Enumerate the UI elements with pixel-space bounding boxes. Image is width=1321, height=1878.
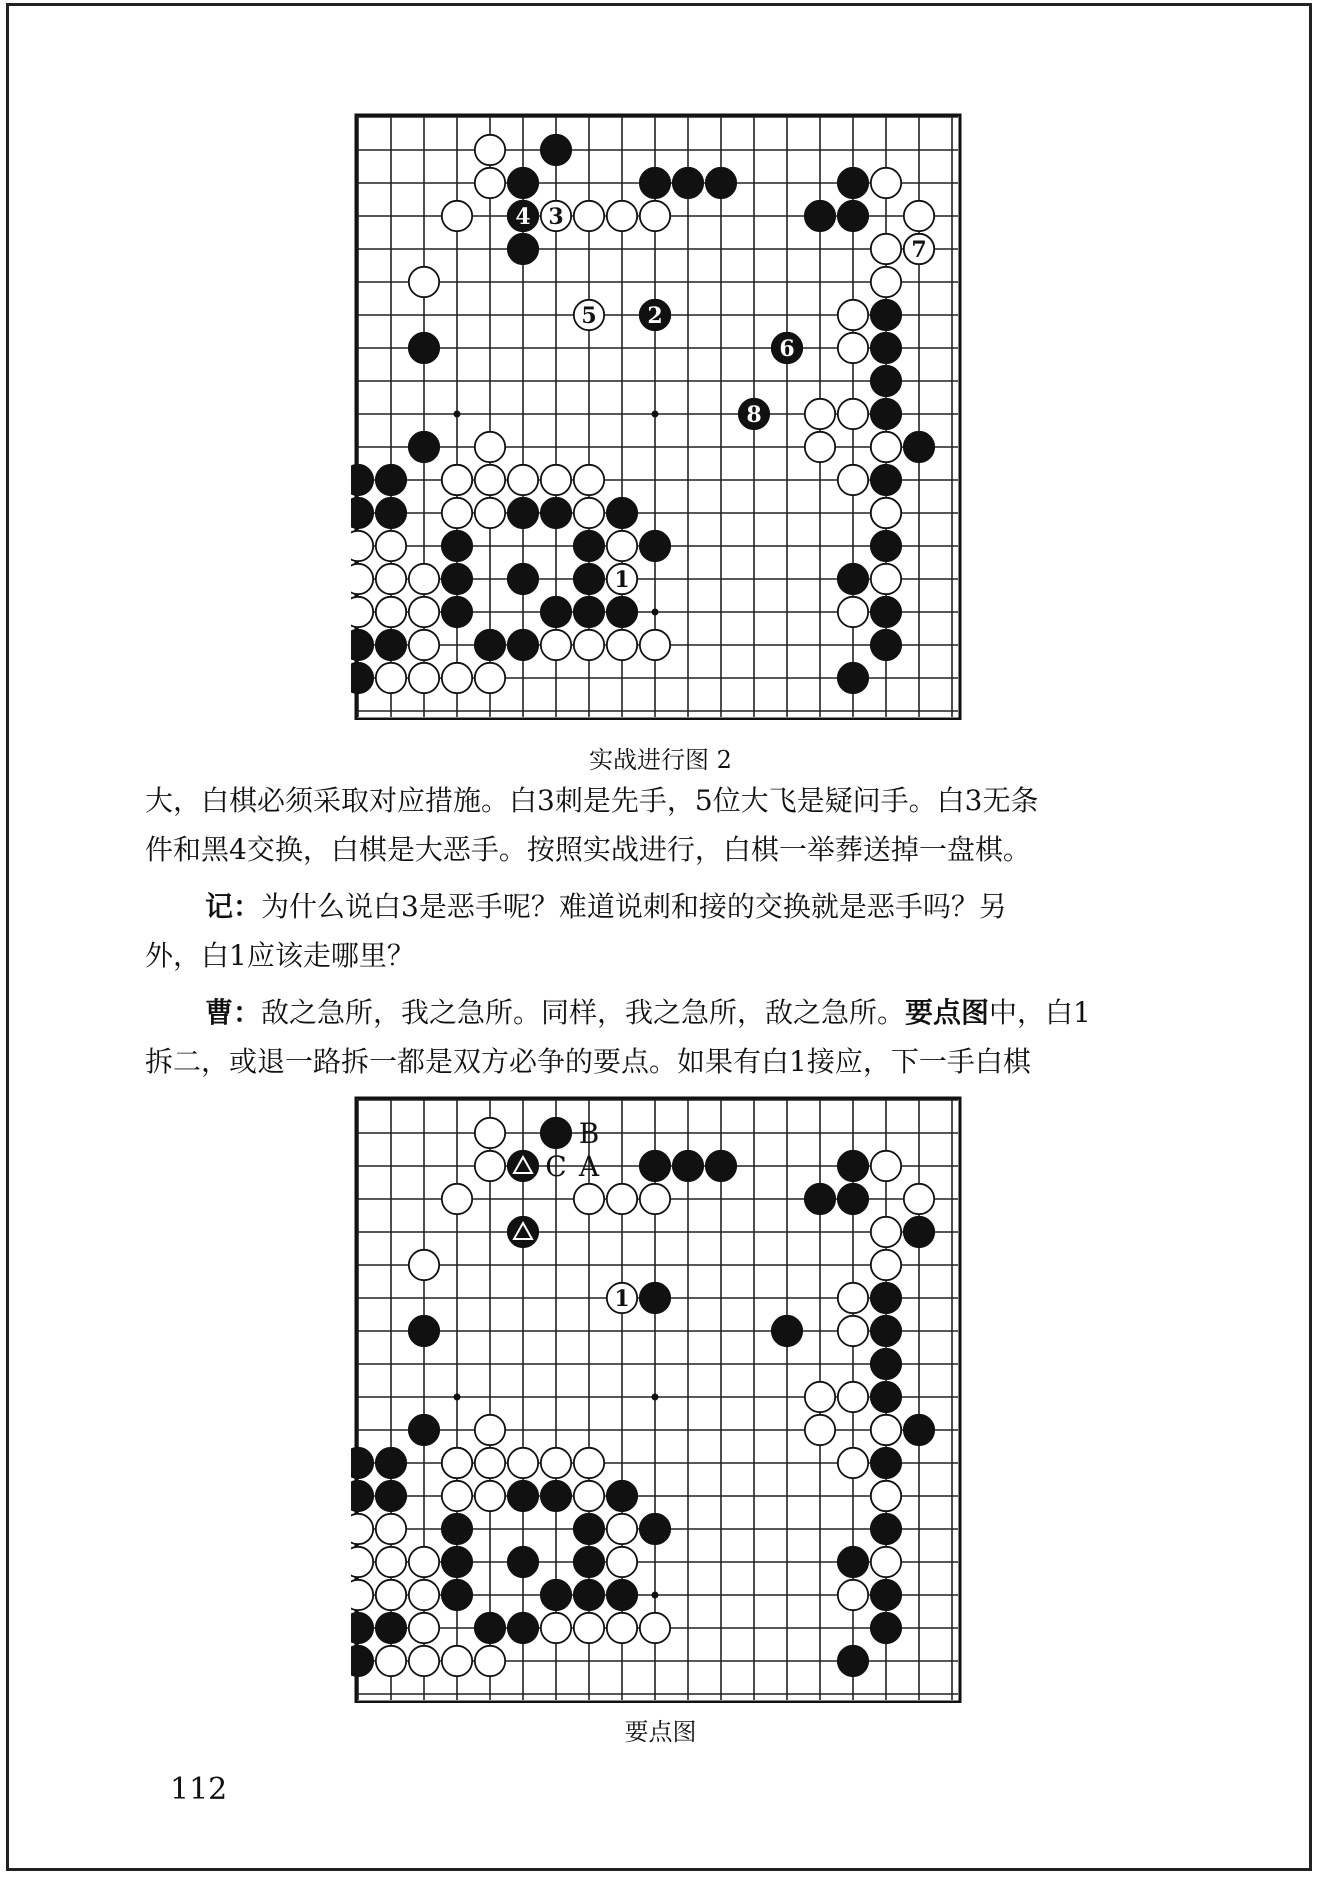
white-stone (805, 432, 835, 462)
white-stone (475, 168, 505, 198)
white-stone (351, 1547, 373, 1577)
white-stone (607, 1514, 637, 1544)
black-stone (351, 1481, 373, 1511)
white-stone (475, 1481, 505, 1511)
white-stone (805, 1382, 835, 1412)
black-stone (640, 168, 670, 198)
move-number: 8 (746, 402, 762, 428)
white-stone (838, 1283, 868, 1313)
white-stone (574, 465, 604, 495)
point-label: B (578, 1117, 600, 1150)
black-stone (871, 1382, 901, 1412)
white-stone (805, 399, 835, 429)
black-stone (607, 597, 637, 627)
black-stone (607, 1580, 637, 1610)
paragraph-line: 拆二，或退一路拆一都是双方必争的要点。如果有白1接应，下一手白棋 (145, 1045, 1031, 1078)
black-stone (838, 1184, 868, 1214)
white-stone (574, 498, 604, 528)
black-stone (871, 366, 901, 396)
black-stone (351, 1613, 373, 1643)
black-stone (904, 1415, 934, 1445)
white-stone (838, 1316, 868, 1346)
point-label: C (545, 1150, 567, 1183)
move-number: 6 (779, 336, 795, 362)
black-stone (673, 168, 703, 198)
black-stone (871, 300, 901, 330)
page-number: 112 (170, 1772, 228, 1807)
black-stone (838, 1547, 868, 1577)
black-stone (871, 399, 901, 429)
white-stone (838, 300, 868, 330)
black-stone (442, 597, 472, 627)
white-stone (607, 1547, 637, 1577)
black-stone (508, 234, 538, 264)
white-stone (838, 1382, 868, 1412)
white-stone (871, 432, 901, 462)
white-stone (442, 1448, 472, 1478)
white-stone (409, 1613, 439, 1643)
black-stone (805, 201, 835, 231)
black-stone (871, 597, 901, 627)
black-stone (508, 1481, 538, 1511)
black-stone (351, 663, 373, 693)
black-stone (871, 1448, 901, 1478)
white-stone (574, 1448, 604, 1478)
point-label: A (578, 1150, 600, 1183)
white-stone (442, 498, 472, 528)
white-stone (508, 1448, 538, 1478)
white-stone (442, 1184, 472, 1214)
black-stone (871, 630, 901, 660)
black-stone (574, 531, 604, 561)
black-stone (351, 498, 373, 528)
white-stone (442, 663, 472, 693)
black-stone (574, 1580, 604, 1610)
white-stone (376, 1547, 406, 1577)
white-stone (409, 663, 439, 693)
black-stone (673, 1151, 703, 1181)
white-stone (607, 1613, 637, 1643)
line-text: 敌之急所，我之急所。同样，我之急所，敌之急所。 (261, 996, 906, 1029)
star-point (652, 411, 659, 418)
white-stone (838, 597, 868, 627)
white-stone (442, 1481, 472, 1511)
black-stone (574, 597, 604, 627)
move-number: 1 (614, 567, 630, 593)
white-stone (409, 597, 439, 627)
black-stone (508, 498, 538, 528)
black-stone (351, 1448, 373, 1478)
white-stone (475, 135, 505, 165)
black-stone (574, 564, 604, 594)
black-stone (351, 630, 373, 660)
white-stone (409, 630, 439, 660)
white-stone (475, 498, 505, 528)
black-stone (574, 1547, 604, 1577)
black-stone (541, 1118, 571, 1148)
paragraph-line: 件和黑4交换，白棋是大恶手。按照实战进行，白棋一举葬送掉一盘棋。 (145, 833, 1031, 866)
white-stone (442, 465, 472, 495)
black-stone (376, 498, 406, 528)
black-stone (442, 1547, 472, 1577)
black-stone (640, 1514, 670, 1544)
white-stone (838, 1580, 868, 1610)
black-stone (805, 1184, 835, 1214)
black-stone (871, 1613, 901, 1643)
white-stone (376, 1514, 406, 1544)
white-stone (475, 1448, 505, 1478)
black-stone (838, 201, 868, 231)
black-stone (541, 1580, 571, 1610)
black-stone (409, 432, 439, 462)
white-stone (838, 1448, 868, 1478)
black-stone (871, 1283, 901, 1313)
white-stone (475, 465, 505, 495)
black-stone (838, 1646, 868, 1676)
black-stone (442, 1580, 472, 1610)
paragraph-line (205, 988, 1220, 1037)
white-stone (541, 630, 571, 660)
black-stone (871, 1514, 901, 1544)
white-stone (607, 531, 637, 561)
black-stone (376, 1448, 406, 1478)
black-stone (772, 1316, 802, 1346)
white-stone (376, 531, 406, 561)
black-stone (376, 630, 406, 660)
white-stone (871, 1481, 901, 1511)
white-stone (574, 1481, 604, 1511)
white-stone (574, 1184, 604, 1214)
white-stone (376, 1580, 406, 1610)
white-stone (541, 1613, 571, 1643)
black-stone (838, 1151, 868, 1181)
black-stone (475, 630, 505, 660)
white-stone (351, 1514, 373, 1544)
white-stone (409, 1580, 439, 1610)
white-stone (640, 201, 670, 231)
black-stone (706, 1151, 736, 1181)
white-stone (904, 201, 934, 231)
black-stone (838, 168, 868, 198)
white-stone (574, 201, 604, 231)
star-point (652, 609, 659, 616)
white-stone (409, 267, 439, 297)
white-stone (871, 1415, 901, 1445)
black-stone (541, 597, 571, 627)
move-number: 2 (647, 303, 663, 329)
white-stone (838, 333, 868, 363)
go-board-actual-game (351, 110, 976, 720)
speaker-label: 记： (205, 890, 262, 923)
black-stone (409, 1415, 439, 1445)
move-number: 4 (515, 204, 531, 230)
line-text: 为什么说白3是恶手呢？难道说刺和接的交换就是恶手吗？另 (261, 890, 1007, 923)
white-stone (376, 1646, 406, 1676)
white-stone (640, 630, 670, 660)
white-stone (541, 465, 571, 495)
bold-reference: 要点图 (905, 996, 990, 1029)
white-stone (409, 564, 439, 594)
black-stone (607, 1481, 637, 1511)
black-stone (376, 1613, 406, 1643)
star-point (454, 1394, 461, 1401)
black-stone (607, 498, 637, 528)
white-stone (640, 1184, 670, 1214)
white-stone (904, 1184, 934, 1214)
white-stone (574, 1613, 604, 1643)
black-stone (838, 564, 868, 594)
paragraph-line: 外，白1应该走哪里？ (145, 939, 415, 972)
black-stone (442, 564, 472, 594)
black-stone (640, 1283, 670, 1313)
black-stone (541, 1481, 571, 1511)
white-stone (871, 1547, 901, 1577)
black-stone (871, 1580, 901, 1610)
black-stone (541, 498, 571, 528)
white-stone (351, 1580, 373, 1610)
white-stone (871, 1151, 901, 1181)
black-stone (871, 531, 901, 561)
black-stone (871, 465, 901, 495)
black-stone (409, 1316, 439, 1346)
black-stone (475, 1613, 505, 1643)
white-stone (351, 597, 373, 627)
white-stone (607, 1184, 637, 1214)
go-board-key-points (351, 1093, 976, 1703)
star-point (652, 1394, 659, 1401)
white-stone (409, 1250, 439, 1280)
black-stone (640, 531, 670, 561)
white-stone (838, 399, 868, 429)
black-stone (508, 168, 538, 198)
white-stone (409, 1646, 439, 1676)
paragraph-line: 大，白棋必须采取对应措施。白3刺是先手，5位大飞是疑问手。白3无条 (145, 784, 1039, 817)
white-stone (442, 1646, 472, 1676)
white-stone (508, 465, 538, 495)
black-stone (508, 564, 538, 594)
black-stone (442, 1514, 472, 1544)
black-stone (838, 663, 868, 693)
board1-caption: 实战进行图 2 (589, 746, 732, 774)
star-point (652, 1592, 659, 1599)
white-stone (475, 1118, 505, 1148)
paragraph-line (205, 882, 1220, 931)
black-stone (409, 333, 439, 363)
black-stone (706, 168, 736, 198)
white-stone (376, 564, 406, 594)
white-stone (607, 201, 637, 231)
white-stone (871, 1250, 901, 1280)
star-point (454, 411, 461, 418)
white-stone (574, 630, 604, 660)
white-stone (351, 564, 373, 594)
white-stone (871, 498, 901, 528)
black-stone (904, 432, 934, 462)
black-stone (508, 630, 538, 660)
move-number: 5 (581, 303, 597, 329)
black-stone (871, 1349, 901, 1379)
black-stone (376, 465, 406, 495)
white-stone (640, 1613, 670, 1643)
white-stone (409, 1547, 439, 1577)
black-stone (376, 1481, 406, 1511)
white-stone (838, 465, 868, 495)
move-number: 1 (614, 1286, 630, 1312)
white-stone (871, 168, 901, 198)
white-stone (475, 1151, 505, 1181)
white-stone (805, 1415, 835, 1445)
white-stone (541, 1448, 571, 1478)
black-stone (508, 1547, 538, 1577)
line-text: 中，白1 (989, 996, 1091, 1029)
white-stone (871, 234, 901, 264)
board2-caption: 要点图 (624, 1718, 697, 1746)
white-stone (376, 597, 406, 627)
black-stone (574, 1514, 604, 1544)
black-stone (871, 333, 901, 363)
white-stone (871, 564, 901, 594)
white-stone (351, 531, 373, 561)
black-stone (508, 1613, 538, 1643)
black-stone (351, 465, 373, 495)
speaker-label: 曹： (205, 996, 262, 1029)
move-number: 3 (548, 204, 564, 230)
white-stone (475, 1646, 505, 1676)
white-stone (475, 663, 505, 693)
white-stone (871, 1217, 901, 1247)
black-stone (541, 135, 571, 165)
black-stone (442, 531, 472, 561)
black-stone (640, 1151, 670, 1181)
white-stone (871, 267, 901, 297)
black-stone (871, 1316, 901, 1346)
black-stone (351, 1646, 373, 1676)
white-stone (376, 663, 406, 693)
black-stone (904, 1217, 934, 1247)
white-stone (442, 201, 472, 231)
white-stone (475, 1415, 505, 1445)
white-stone (475, 432, 505, 462)
move-number: 7 (911, 237, 927, 263)
white-stone (607, 630, 637, 660)
